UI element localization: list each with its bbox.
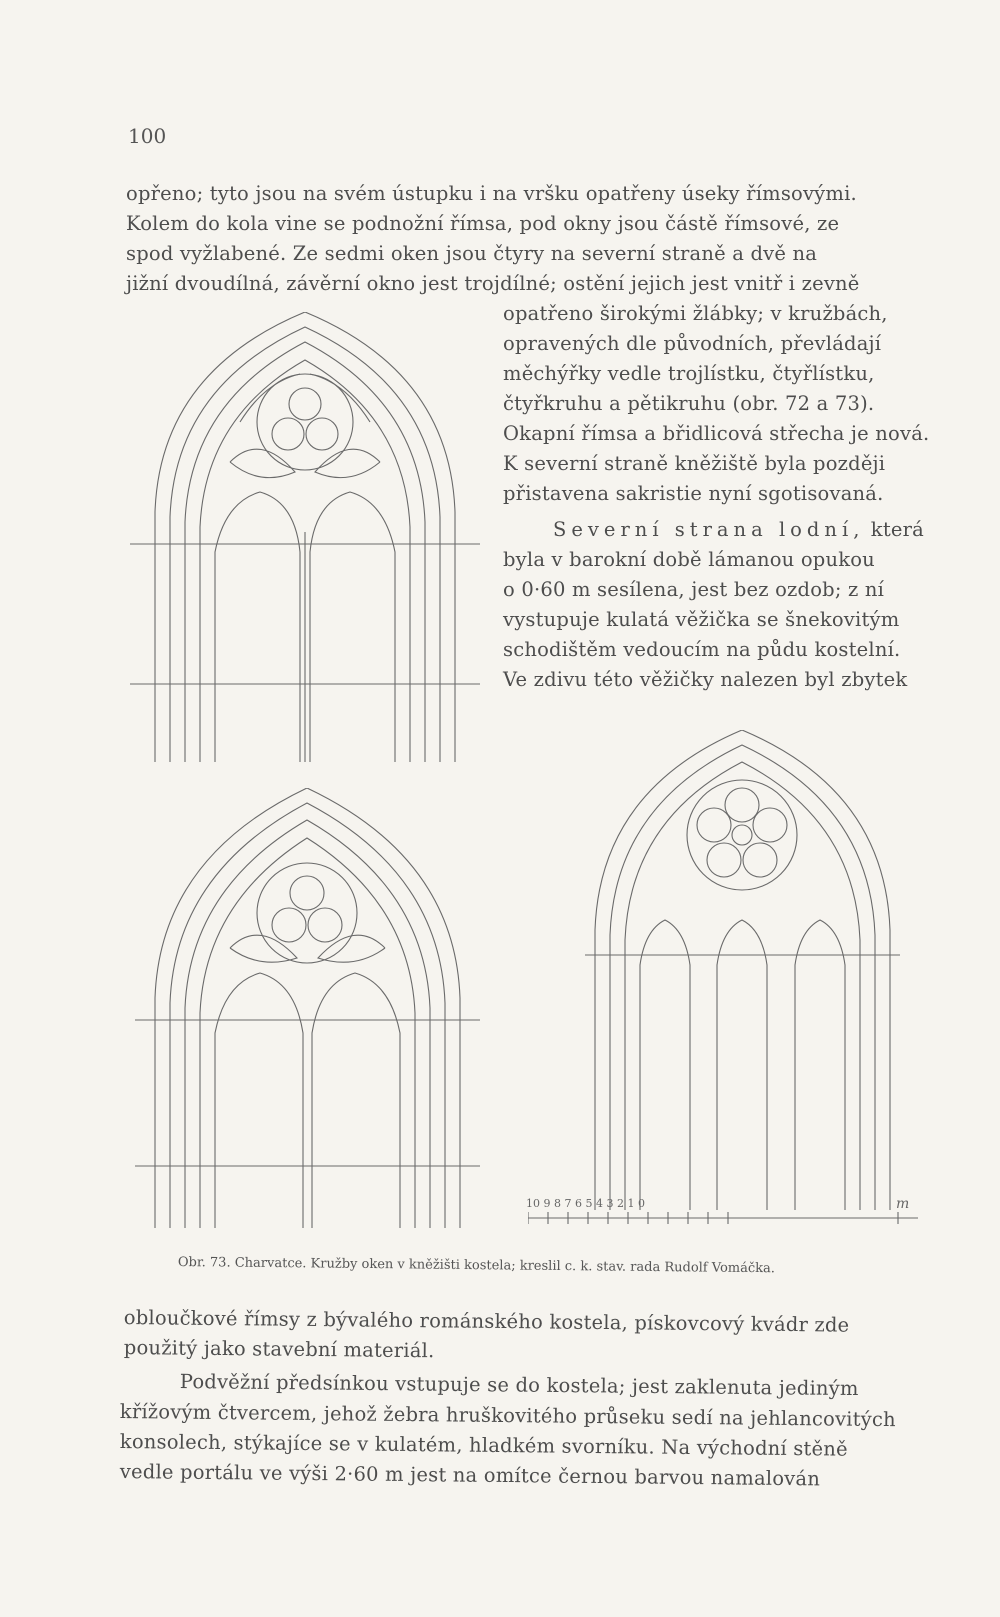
text-line — [553, 518, 924, 541]
page-number: 100 — [128, 124, 167, 148]
text-line: křížovým čtvercem, jehož žebra hruškovitého průseku sedí na jehlancovitých — [119, 1400, 896, 1432]
text-line: použitý jako stavební materiál. — [123, 1336, 435, 1363]
text-line: jižní dvoudílná, závěrní okno jest trojdílné; ostění jejich jest vnitř i zevně — [126, 272, 860, 295]
scale-bar — [528, 1208, 918, 1230]
figure-caption: Obr. 73. Charvatce. Kružby oken v kněžišti kostela; kreslil c. k. stav. rada Rudolf Vomáčka. — [177, 1255, 776, 1277]
text-line: konsolech, stýkajíce se v kulatém, hladkém svorníku. Na východní stěně — [119, 1430, 848, 1461]
text-line: byla v barokní době lámanou opukou — [503, 548, 875, 571]
scale-unit: m — [896, 1196, 910, 1212]
text-line: opravených dle původních, převládají — [503, 332, 882, 355]
window-tracery-drawing-3 — [585, 730, 900, 1210]
text-line: spod vyžlabené. Ze sedmi oken jsou čtyry na severní straně a dvě na — [126, 242, 818, 265]
text-line: Ve zdivu této věžičky nalezen byl zbytek — [503, 668, 908, 691]
text-line: vystupuje kulatá věžička se šnekovitým — [503, 608, 900, 631]
text-line: o 0·60 m sesílena, jest bez ozdob; z ní — [503, 578, 885, 601]
scale-numbers: 10 9 8 7 6 5 4 3 2 1 0 — [526, 1197, 645, 1210]
text-line: opatřeno širokými žlábky; v kružbách, — [503, 302, 888, 325]
window-tracery-drawing-1 — [130, 312, 480, 762]
text-line: Podvěžní předsínkou vstupuje se do kostela; jest zaklenuta jediným — [179, 1370, 859, 1401]
text-line: Okapní římsa a břidlicová střecha je nová. — [503, 422, 930, 445]
text-fragment: která — [864, 518, 924, 541]
text-line: K severní straně kněžiště byla později — [503, 452, 886, 475]
text-line: čtyřkruhu a pětikruhu (obr. 72 a 73). — [503, 392, 875, 415]
text-line: schodištěm vedoucím na půdu kostelní. — [503, 638, 901, 661]
window-tracery-drawing-2 — [135, 788, 480, 1228]
text-line: přistavena sakristie nyní sgotisovaná. — [503, 482, 884, 505]
text-line: opřeno; tyto jsou na svém ústupku i na vršku opatřeny úseky římsovými. — [126, 182, 857, 205]
text-line: obloučkové římsy z bývalého románského kostela, pískovcový kvádr zde — [123, 1306, 850, 1337]
text-line: vedle portálu ve výši 2·60 m jest na omítce černou barvou namalován — [119, 1460, 821, 1491]
spaced-heading: Severní strana lodní, — [553, 518, 865, 541]
text-line: Kolem do kola vine se podnožní římsa, pod okny jsou částě římsové, ze — [126, 212, 840, 235]
text-line: měchýřky vedle trojlístku, čtyřlístku, — [503, 362, 875, 385]
